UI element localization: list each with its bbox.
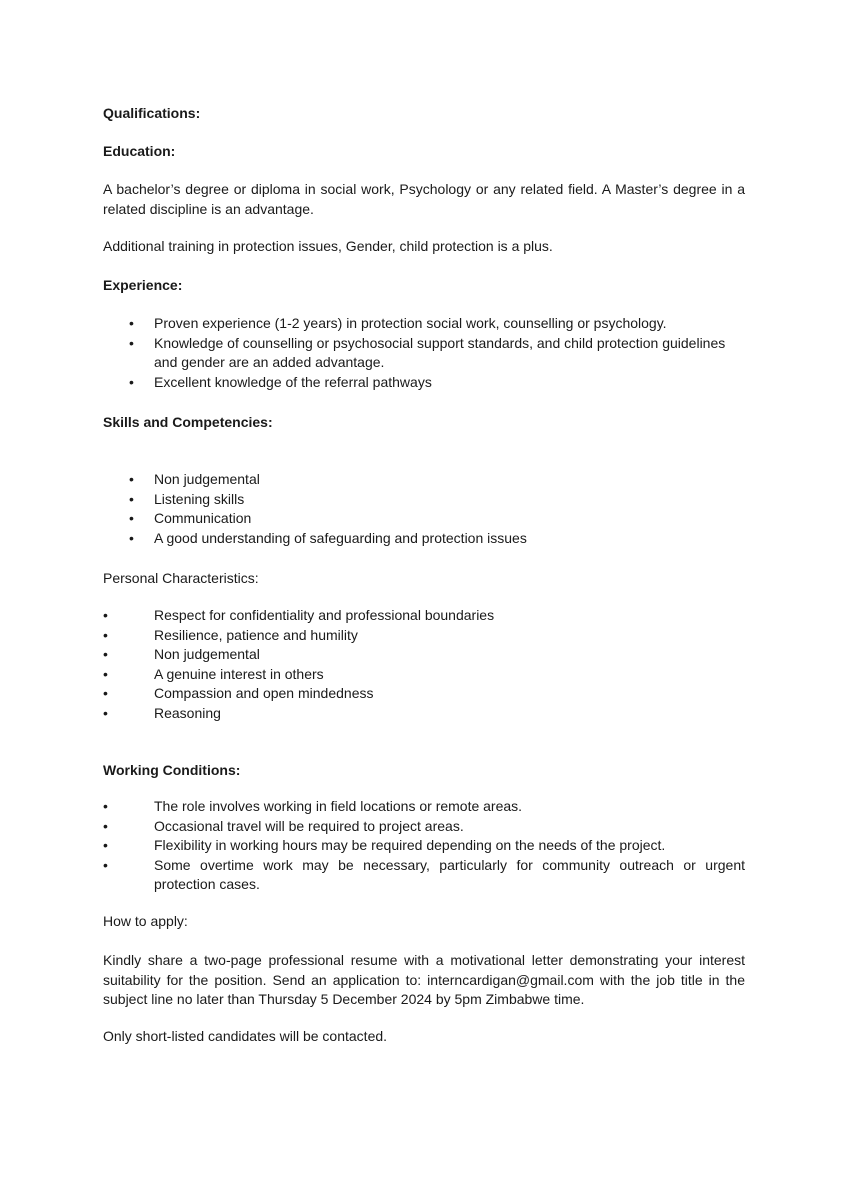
bullet-icon: • bbox=[129, 471, 134, 487]
bullet-icon: • bbox=[129, 529, 134, 546]
bullet-icon: • bbox=[129, 315, 134, 331]
list-item: • Proven experience (1-2 years) in protection social work, counselling or psychology. bbox=[103, 314, 745, 334]
bullet-icon: • bbox=[129, 510, 134, 526]
bullet-icon: • bbox=[129, 373, 134, 390]
list-item: • Knowledge of counselling or psychosocial support standards, and child protection guidelines and gender are an added advantage. bbox=[129, 334, 726, 370]
list-item: • Occasional travel will be required to project areas. bbox=[103, 817, 745, 837]
list-item: • A good understanding of safeguarding and protection issues bbox=[103, 529, 745, 549]
bullet-icon: • bbox=[103, 665, 108, 682]
bullet-icon: • bbox=[103, 798, 108, 814]
shortlist-note: Only short-listed candidates will be contacted. bbox=[103, 1028, 388, 1044]
qualifications-heading: Qualifications: bbox=[103, 105, 201, 121]
personal-characteristics-list bbox=[103, 606, 745, 723]
list-item: • Some overtime work may be necessary, particularly for community outreach or urgent protection cases. bbox=[103, 856, 745, 892]
bullet-icon: • bbox=[129, 490, 134, 507]
education-heading: Education: bbox=[103, 143, 176, 159]
list-item: • Respect for confidentiality and professional boundaries bbox=[103, 606, 745, 626]
how-to-apply-paragraph: Kindly share a two-page professional resume with a motivational letter demonstrating your interest suitability for the position. Send an application to: interncardigan@gmail.com with the job title in the subject line no later than Thursday 5 December 2024 by 5pm Zimbabwe time. bbox=[103, 952, 745, 1007]
bullet-icon: • bbox=[103, 626, 108, 643]
experience-list bbox=[103, 314, 745, 392]
education-paragraph-1: A bachelor’s degree or diploma in social work, Psychology or any related field. A Master’s degree in a related discipline is an advantage. bbox=[103, 181, 745, 217]
bullet-icon: • bbox=[129, 334, 134, 351]
bullet-icon: • bbox=[103, 856, 108, 873]
list-item: • Reasoning bbox=[103, 704, 745, 724]
bullet-icon: • bbox=[103, 817, 108, 834]
list-item: • Flexibility in working hours may be required depending on the needs of the project. bbox=[103, 836, 745, 856]
bullet-icon: • bbox=[103, 646, 108, 662]
list-item: • Communication bbox=[103, 509, 745, 529]
experience-heading: Experience: bbox=[103, 277, 183, 293]
bullet-icon: • bbox=[103, 685, 108, 701]
list-item: • Excellent knowledge of the referral pathways bbox=[103, 373, 745, 393]
working-conditions-list bbox=[103, 797, 745, 895]
list-item: • Non judgemental bbox=[103, 645, 745, 665]
education-paragraph-2: Additional training in protection issues, Gender, child protection is a plus. bbox=[103, 238, 553, 254]
bullet-icon: • bbox=[103, 704, 108, 721]
list-item: • A genuine interest in others bbox=[103, 665, 745, 685]
list-item: • Resilience, patience and humility bbox=[103, 626, 745, 646]
personal-characteristics-heading: Personal Characteristics: bbox=[103, 570, 259, 586]
list-item: • Listening skills bbox=[103, 490, 745, 510]
bullet-icon: • bbox=[103, 607, 108, 623]
skills-list bbox=[103, 470, 745, 548]
bullet-icon: • bbox=[103, 837, 108, 853]
list-item: • Non judgemental bbox=[103, 470, 745, 490]
skills-heading: Skills and Competencies: bbox=[103, 414, 273, 430]
working-conditions-heading: Working Conditions: bbox=[103, 762, 241, 778]
list-item: • Compassion and open mindedness bbox=[103, 684, 745, 704]
list-item: • The role involves working in field locations or remote areas. bbox=[103, 797, 745, 817]
how-to-apply-heading: How to apply: bbox=[103, 913, 188, 929]
